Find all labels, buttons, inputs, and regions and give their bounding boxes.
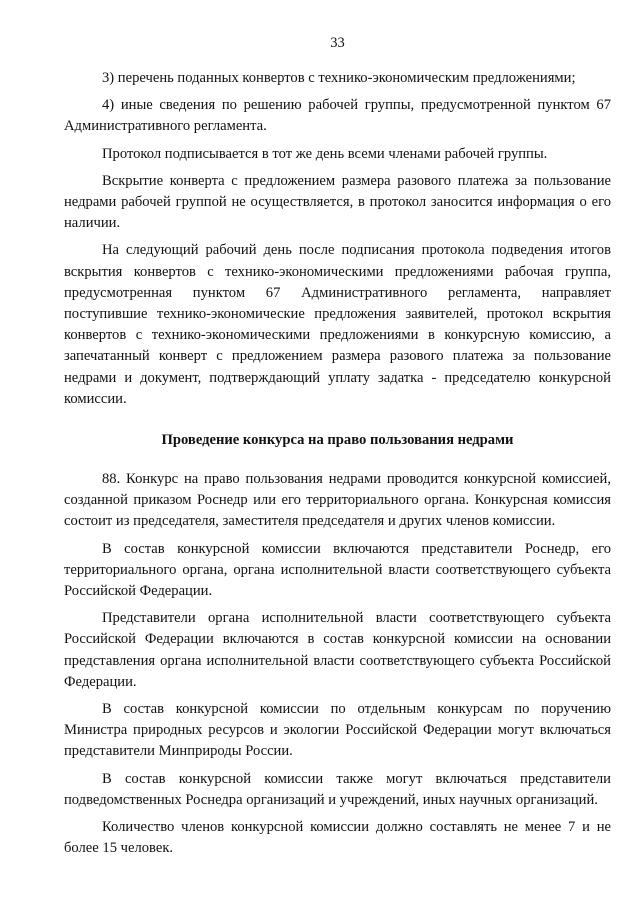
paragraph-protocol-signing: Протокол подписывается в тот же день всеми членами рабочей группы. — [102, 145, 548, 162]
section-heading: Проведение конкурса на право пользования недрами — [161, 432, 514, 449]
paragraph-item-4: 4) иные сведения по решению рабочей группы, предусмотренной пунктом 67 Административного регламента. — [64, 97, 611, 135]
paragraph-commission-members: В состав конкурсной комиссии включаются представители Роснедр, его территориального органа, органа исполнительной власти соответствующего субъекта Российской Федерации. — [64, 540, 611, 600]
paragraph-member-count: Количество членов конкурсной комиссии должно составлять не менее 7 и не более 15 человек. — [64, 819, 611, 857]
paragraph-executive-representatives: Представители органа исполнительной власти соответствующего субъекта Российской Федерации включаются в состав конкурсной комиссии на основании представления органа исполнительной власти соответствующего субъекта Российской Федерации. — [64, 610, 611, 690]
document-body — [64, 68, 611, 866]
paragraph-88: 88. Конкурс на право пользования недрами проводится конкурсной комиссией, созданной приказом Роснедр или его территориального органа. Конкурсная комиссия состоит из председателя, заместителя председателя и других членов комиссии. — [64, 471, 611, 530]
paragraph-next-working-day: На следующий рабочий день после подписания протокола подведения итогов вскрытия конвертов с технико-экономическими предложениями рабочая группа, предусмотренная пунктом 67 Административного регламента, направляет поступившие технико-экономические предложения заявителей, протокол вскрытия конвертов с технико-экономическими предложениями в конкурсную комиссию, а запечатанный конверт с предложением размера разового платежа за пользование недрами и документ, подтверждающий уплату задатка - председателю конкурсной комиссии. — [64, 242, 611, 407]
paragraph-ministry-representatives: В состав конкурсной комиссии по отдельным конкурсам по поручению Министра природных ресурсов и экологии Российской Федерации могут включаться представители Минприроды России. — [64, 701, 611, 760]
paragraph-item-3: 3) перечень поданных конвертов с технико-экономическим предложениями; — [102, 70, 576, 86]
paragraph-envelope-opening: Вскрытие конверта с предложением размера разового платежа за пользование недрами рабочей группой не осуществляется, в протокол заносится информация о его наличии. — [64, 172, 611, 232]
paragraph-subordinate-organizations: В состав конкурсной комиссии также могут включаться представители подведомственных Роснедра организаций и учреждений, иных научных организаций. — [64, 770, 611, 808]
page-number: 33 — [330, 35, 345, 51]
